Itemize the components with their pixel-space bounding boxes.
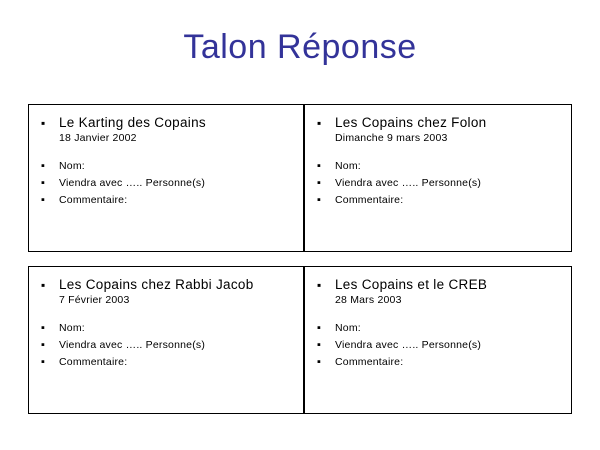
- card-heading: Le Karting des Copains: [59, 115, 206, 130]
- card-field-label: Nom:: [335, 160, 361, 172]
- card-field-personnes: [41, 177, 291, 189]
- bullet-icon: ▪: [317, 339, 321, 351]
- bullet-icon: ▪: [317, 322, 321, 334]
- card-field-commentaire: [317, 356, 559, 368]
- bullet-icon: ▪: [41, 194, 45, 206]
- card-field-personnes: [317, 339, 559, 351]
- card-field-label: Nom:: [59, 160, 85, 172]
- card-heading-line: [317, 115, 559, 130]
- card-date: 18 Janvier 2002: [59, 132, 137, 144]
- card-field-label: Commentaire:: [335, 356, 404, 368]
- card-row-top: [28, 104, 572, 252]
- response-card-folon: [304, 104, 572, 252]
- card-field-personnes: [41, 339, 291, 351]
- bullet-icon: ▪: [41, 322, 45, 334]
- card-heading-line: [41, 277, 291, 292]
- card-field-label: Nom:: [59, 322, 85, 334]
- bullet-icon: ▪: [41, 356, 45, 368]
- card-field-label: Viendra avec ….. Personne(s): [335, 339, 482, 351]
- card-heading-line: [317, 277, 559, 292]
- card-heading: Les Copains chez Folon: [335, 115, 487, 130]
- card-heading: Les Copains chez Rabbi Jacob: [59, 277, 254, 292]
- card-field-label: Viendra avec ….. Personne(s): [59, 339, 206, 351]
- card-field-nom: [41, 322, 291, 334]
- bullet-icon: ▪: [41, 177, 45, 189]
- card-field-label: Commentaire:: [59, 194, 128, 206]
- card-field-personnes: [317, 177, 559, 189]
- card-date: 7 Février 2003: [59, 294, 130, 306]
- card-field-commentaire: [317, 194, 559, 206]
- card-field-label: Commentaire:: [335, 194, 404, 206]
- card-field-label: Nom:: [335, 322, 361, 334]
- card-field-label: Viendra avec ….. Personne(s): [335, 177, 482, 189]
- bullet-icon: ▪: [317, 160, 321, 172]
- card-field-label: Viendra avec ….. Personne(s): [59, 177, 206, 189]
- bullet-icon: ▪: [317, 177, 321, 189]
- bullet-icon: ▪: [41, 339, 45, 351]
- response-card-grid: [28, 104, 572, 414]
- card-date: 28 Mars 2003: [335, 294, 402, 306]
- bullet-icon: ▪: [41, 160, 45, 172]
- response-card-karting: [28, 104, 304, 252]
- card-heading: Les Copains et le CREB: [335, 277, 488, 292]
- card-heading-line: [41, 115, 291, 130]
- bullet-icon: ▪: [317, 356, 321, 368]
- card-field-nom: [317, 322, 559, 334]
- card-field-nom: [41, 160, 291, 172]
- response-card-creb: [304, 266, 572, 414]
- bullet-icon: ▪: [317, 116, 322, 130]
- card-field-label: Commentaire:: [59, 356, 128, 368]
- bullet-icon: ▪: [41, 278, 46, 292]
- page-title: Talon Réponse: [183, 28, 417, 66]
- card-field-commentaire: [41, 194, 291, 206]
- card-field-commentaire: [41, 356, 291, 368]
- card-row-bottom: [28, 266, 572, 414]
- bullet-icon: ▪: [41, 116, 46, 130]
- bullet-icon: ▪: [317, 194, 321, 206]
- response-card-rabbi-jacob: [28, 266, 304, 414]
- card-date: Dimanche 9 mars 2003: [335, 132, 448, 144]
- card-field-nom: [317, 160, 559, 172]
- bullet-icon: ▪: [317, 278, 322, 292]
